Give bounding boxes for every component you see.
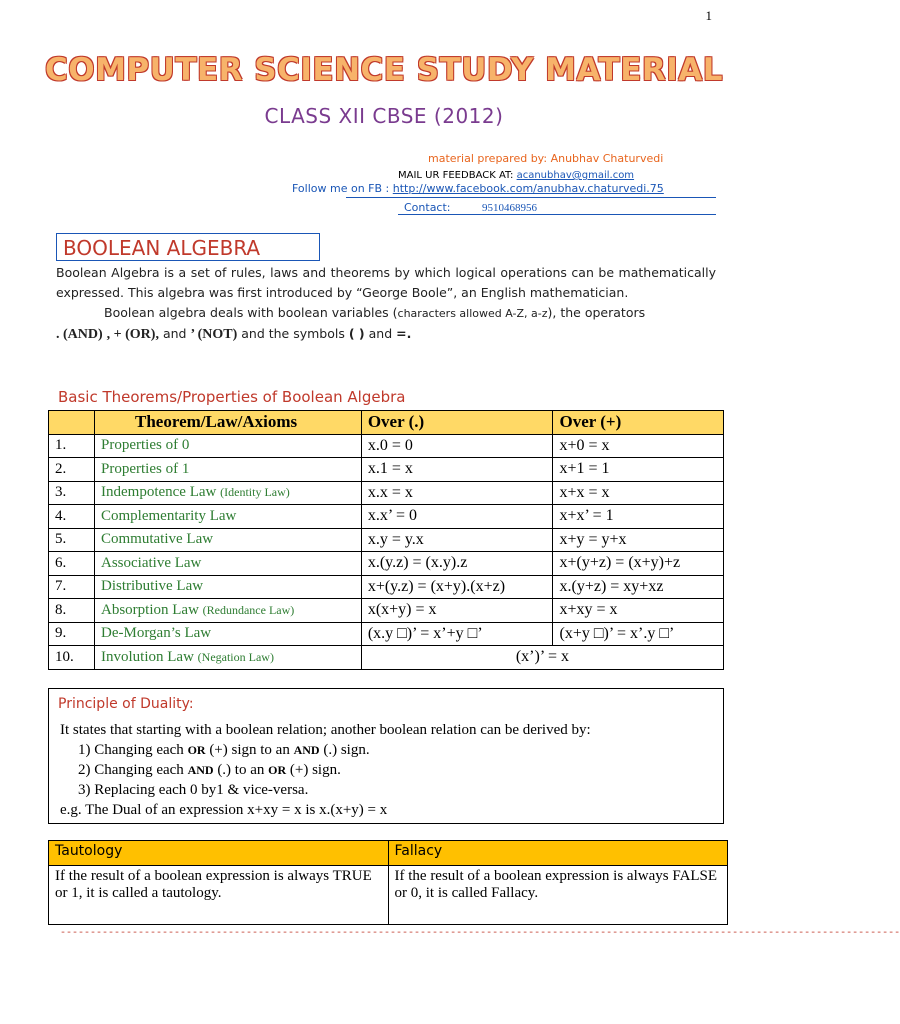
- page-number: 1: [705, 8, 712, 23]
- row-num: 5.: [49, 528, 95, 552]
- row-plus: x+x = x: [553, 481, 724, 505]
- text: (+) sign to an: [209, 742, 290, 758]
- row-num: 8.: [49, 599, 95, 623]
- header-fallacy: Fallacy: [388, 841, 728, 866]
- fallacy-text: If the result of a boolean expression is always FALSE or 0, it is called Fallacy.: [388, 866, 728, 925]
- text: OR: [268, 763, 287, 777]
- law-note: (Redundance Law): [202, 602, 295, 617]
- op-or: , + (OR),: [106, 327, 159, 342]
- mail-link[interactable]: acanubhav@gmail.com: [516, 170, 635, 181]
- contact-number: 9510468956: [482, 202, 538, 214]
- row-dot: x.x = x: [361, 481, 553, 505]
- row-dot: x.y = y.x: [361, 528, 553, 552]
- row-plus: (x+y □)’ = x’.y □’: [553, 622, 724, 646]
- op-and: . (AND): [56, 327, 103, 342]
- law-name: Indempotence Law: [101, 484, 217, 501]
- contact-label: Contact:: [404, 201, 451, 214]
- text: (.) to an: [217, 762, 265, 778]
- row-law: [95, 575, 362, 599]
- row-plus: x.(y+z) = xy+xz: [553, 575, 724, 599]
- row-law: [95, 646, 362, 670]
- text: AND: [187, 763, 214, 777]
- law-name: Associative Law: [101, 554, 202, 571]
- mail-line: [398, 170, 634, 181]
- text: characters allowed A-Z, a-z: [397, 307, 548, 320]
- header-plus: Over (+): [553, 411, 724, 435]
- law-name: Properties of 0: [101, 437, 190, 454]
- duality-example: e.g. The Dual of an expression x+xy = x is x.(x+y) = x: [60, 802, 388, 818]
- law-name: Absorption Law: [101, 601, 199, 618]
- row-dot: x.1 = x: [361, 458, 553, 482]
- intro-para-3: [56, 324, 716, 345]
- row-plus: x+xy = x: [553, 599, 724, 623]
- prepared-by: material prepared by: Anubhav Chaturvedi: [428, 152, 664, 165]
- row-value: (x’)’ = x: [361, 646, 723, 670]
- table-row: [49, 552, 724, 576]
- row-num: 10.: [49, 646, 95, 670]
- intro-text: [56, 263, 716, 345]
- law-name: Properties of 1: [101, 460, 190, 477]
- table-row: [49, 866, 728, 925]
- text: Boolean algebra deals with boolean variables (: [104, 305, 398, 320]
- fb-link[interactable]: http://www.facebook.com/anubhav.chaturvedi.75: [392, 182, 664, 195]
- sym-paren: ( ): [348, 326, 365, 341]
- law-name: De-Morgan’s Law: [101, 625, 212, 642]
- table-row: [49, 646, 724, 670]
- law-name: Involution Law: [101, 648, 194, 665]
- row-num: 2.: [49, 458, 95, 482]
- text: and the symbols: [241, 326, 345, 341]
- tautology-text: If the result of a boolean expression is always TRUE or 1, it is called a tautology.: [49, 866, 389, 925]
- law-note: (Identity Law): [220, 485, 290, 500]
- row-law: [95, 622, 362, 646]
- intro-para-2: [56, 303, 716, 324]
- section-heading-boolean: BOOLEAN ALGEBRA: [56, 233, 320, 261]
- fb-label: Follow me on FB :: [292, 182, 390, 195]
- row-law: [95, 552, 362, 576]
- row-law: [95, 481, 362, 505]
- row-dot: x(x+y) = x: [361, 599, 553, 623]
- intro-para-1: Boolean Algebra is a set of rules, laws and theorems by which logical operations can be mathematically expressed. This algebra was first introduced by “George Boole”, an English mathematician.: [56, 265, 716, 300]
- mail-label: MAIL UR FEEDBACK AT:: [398, 170, 514, 181]
- text: ), the operators: [547, 305, 646, 320]
- row-plus: x+0 = x: [553, 434, 724, 458]
- row-dot: (x.y □)’ = x’+y □’: [361, 622, 553, 646]
- row-dot: x.0 = 0: [361, 434, 553, 458]
- row-law: [95, 505, 362, 529]
- tautology-table: [48, 840, 728, 925]
- header-tautology: Tautology: [49, 841, 389, 866]
- theorems-heading: Basic Theorems/Properties of Boolean Algebra: [58, 388, 406, 406]
- text: and: [162, 326, 187, 341]
- table-row: [49, 528, 724, 552]
- duality-step-3: 3) Replacing each 0 by1 & vice-versa.: [78, 782, 309, 798]
- row-law: [95, 528, 362, 552]
- table-row: [49, 505, 724, 529]
- text: 2) Changing each: [78, 762, 184, 778]
- table-row: [49, 622, 724, 646]
- duality-step-2: [60, 760, 720, 780]
- row-dot: x.(y.z) = (x.y).z: [361, 552, 553, 576]
- sym-eq: =.: [396, 326, 412, 341]
- law-note: (Negation Law): [197, 649, 274, 664]
- duality-heading: Principle of Duality:: [58, 696, 194, 712]
- row-num: 6.: [49, 552, 95, 576]
- table-header-row: [49, 841, 728, 866]
- row-law: [95, 599, 362, 623]
- divider: [346, 197, 716, 198]
- theorems-table: [48, 410, 724, 670]
- fb-line: [292, 182, 664, 195]
- row-plus: x+x’ = 1: [553, 505, 724, 529]
- row-law: [95, 434, 362, 458]
- row-plus: x+1 = 1: [553, 458, 724, 482]
- main-title: COMPUTER SCIENCE STUDY MATERIAL: [44, 52, 724, 88]
- law-name: Complementarity Law: [101, 507, 237, 524]
- duality-text: [60, 720, 720, 820]
- text: 1) Changing each: [78, 742, 184, 758]
- table-header-row: [49, 411, 724, 435]
- text: AND: [293, 743, 320, 757]
- sub-title: CLASS XII CBSE (2012): [264, 104, 504, 128]
- duality-intro: It states that starting with a boolean relation; another boolean relation can be derived by:: [60, 722, 591, 738]
- row-dot: x.x’ = 0: [361, 505, 553, 529]
- divider: [398, 214, 716, 215]
- row-num: 9.: [49, 622, 95, 646]
- duality-step-1: [60, 740, 720, 760]
- header-blank: [49, 411, 95, 435]
- law-name: Commutative Law: [101, 531, 214, 548]
- table-body: [49, 434, 724, 646]
- row-num: 7.: [49, 575, 95, 599]
- row-law: [95, 458, 362, 482]
- row-num: 1.: [49, 434, 95, 458]
- table-row: [49, 481, 724, 505]
- law-name: Distributive Law: [101, 578, 204, 595]
- row-plus: x+(y+z) = (x+y)+z: [553, 552, 724, 576]
- text: OR: [187, 743, 206, 757]
- text: (+) sign.: [289, 762, 341, 778]
- op-not: ’ (NOT): [190, 327, 238, 342]
- contact-line: [404, 201, 537, 214]
- table-row: [49, 599, 724, 623]
- table-row: [49, 575, 724, 599]
- header-law: Theorem/Law/Axioms: [95, 411, 362, 435]
- text: (.) sign.: [323, 742, 370, 758]
- row-num: 3.: [49, 481, 95, 505]
- row-dot: x+(y.z) = (x+y).(x+z): [361, 575, 553, 599]
- text: and: [368, 326, 393, 341]
- header-dot: Over (.): [361, 411, 553, 435]
- dashed-separator: --------------------------------------------------------------------------------------------------------------------------------------------: [60, 928, 900, 939]
- table-row: [49, 458, 724, 482]
- row-num: 4.: [49, 505, 95, 529]
- row-plus: x+y = y+x: [553, 528, 724, 552]
- table-row: [49, 434, 724, 458]
